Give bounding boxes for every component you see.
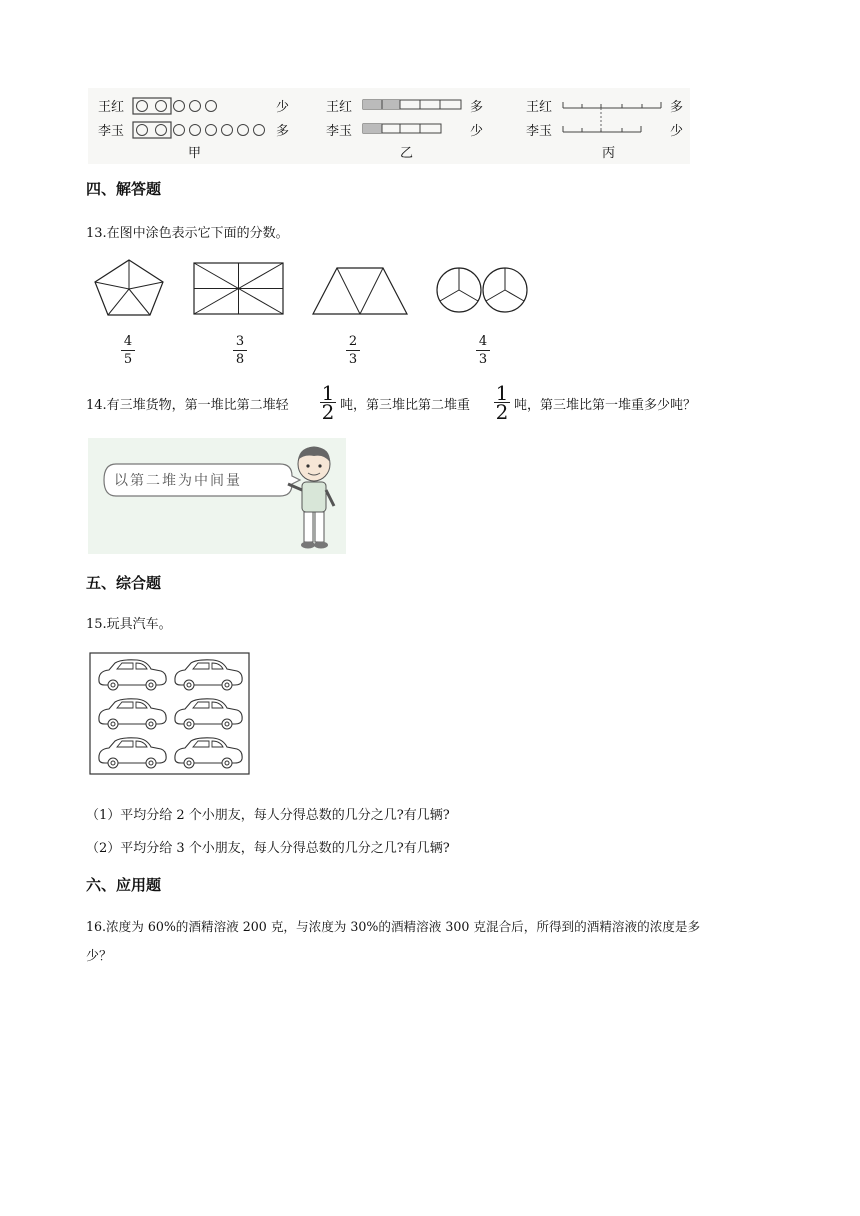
section6-heading: 六、应用题	[86, 876, 162, 894]
row2-name-yi: 李玉	[326, 124, 353, 139]
toy-cars-image	[89, 652, 251, 776]
caption-yi: 乙	[400, 146, 414, 161]
boy-icon	[284, 444, 342, 552]
row2-name-jia: 李玉	[98, 124, 125, 139]
row1-name-bing: 王红	[526, 100, 553, 115]
caption-jia: 甲	[188, 146, 202, 161]
two-circles-shape	[435, 266, 531, 314]
q15-sub2: （2）平均分给 3 个小朋友，每人分得总数的几分之几?有几辆?	[86, 841, 450, 856]
fraction-2-3: 2 3	[343, 334, 363, 367]
fraction-4-3: 4 3	[473, 334, 493, 367]
row2-name-bing: 李玉	[526, 124, 553, 139]
q13-text: 13.在图中涂色表示它下面的分数。	[86, 226, 289, 241]
caption-bing: 丙	[602, 146, 616, 161]
q16-line2: 少？	[86, 949, 113, 964]
fraction-4-5: 4 5	[118, 334, 138, 367]
q15-sub1: （1）平均分给 2 个小朋友，每人分得总数的几分之几?有几辆?	[86, 808, 450, 823]
yi-row1-word: 多	[470, 100, 484, 115]
jia-circles	[132, 94, 272, 140]
section4-heading: 四、解答题	[86, 180, 162, 198]
fraction-3-8: 3 8	[230, 334, 250, 367]
q14-text-part3: 吨，第三堆比第一堆重多少吨？	[514, 398, 697, 413]
q15-text: 15.玩具汽车。	[86, 617, 172, 632]
jia-row1-word: 少	[276, 100, 290, 115]
hint-illustration	[88, 438, 346, 554]
pentagon-shape	[92, 258, 166, 318]
rectangle-shape	[193, 262, 285, 316]
triangles-shape	[311, 266, 409, 316]
q14-fraction-1: 1 2	[321, 381, 335, 424]
jia-row2-word: 多	[276, 124, 290, 139]
bing-row1-word: 多	[670, 100, 684, 115]
row1-name-yi: 王红	[326, 100, 353, 115]
bing-lines	[562, 96, 664, 140]
q16-line1: 16.浓度为 60%的酒精溶液 200 克，与浓度为 30%的酒精溶液 300 克混合后，所得到的酒精溶液的浓度是多	[86, 919, 701, 934]
q14-fraction-2: 1 2	[495, 381, 509, 424]
q14-text-part1: 14.有三堆货物，第一堆比第二堆轻	[86, 398, 289, 413]
hint-text: 以第二堆为中间量	[114, 473, 242, 489]
row1-name-jia: 王红	[98, 100, 125, 115]
bing-row2-word: 少	[670, 124, 684, 139]
section5-heading: 五、综合题	[86, 574, 162, 592]
q14-text-part2: 吨，第三堆比第二堆重	[340, 398, 471, 413]
comparison-figure	[88, 88, 690, 164]
yi-bars	[362, 96, 464, 136]
yi-row2-word: 少	[470, 124, 484, 139]
